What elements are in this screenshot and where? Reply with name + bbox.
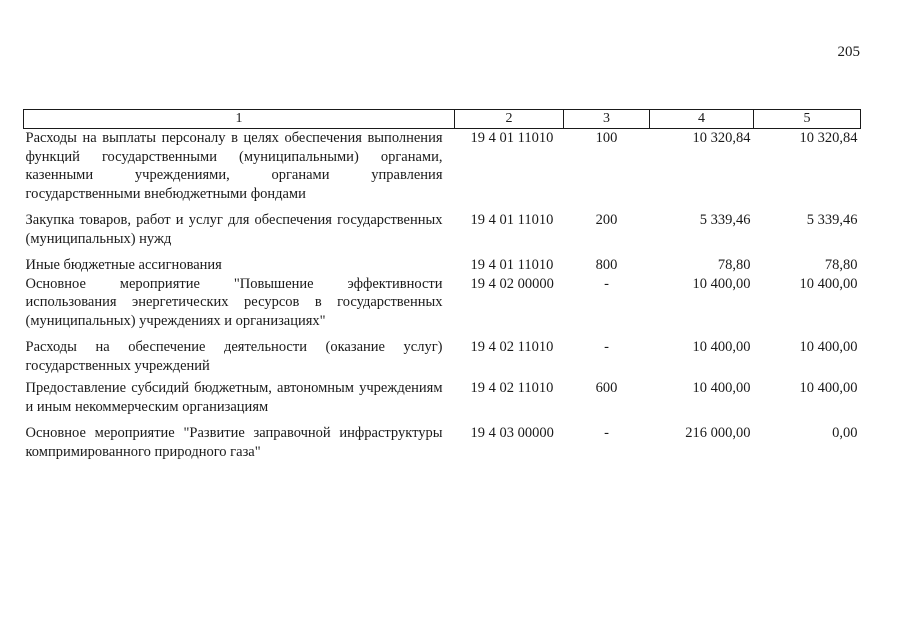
row-name: Основное мероприятие "Развитие заправочной инфраструктуры компримированного природного газа" <box>25 425 443 460</box>
row-sum-1: 78,80 <box>717 257 751 273</box>
row-type: 800 <box>595 257 618 273</box>
row-name: Расходы на обеспечение деятельности (оказание услуг) государственных учреждений <box>25 339 443 374</box>
budget-table <box>23 109 861 461</box>
table-row <box>24 211 861 256</box>
row-sum-2: 10 320,84 <box>799 130 858 146</box>
column-header-name: 1 <box>24 110 455 129</box>
table-row <box>24 256 861 275</box>
row-name: Расходы на выплаты персоналу в целях обеспечения выполнения функций государственными (муниципальными) органами, казенными учреждениями, органами управления государственными внебюджетными фондами <box>25 130 443 202</box>
table-row <box>24 379 861 424</box>
row-type: - <box>604 339 609 355</box>
row-name: Иные бюджетные ассигнования <box>25 257 222 273</box>
row-name: Предоставление субсидий бюджетным, автономным учреждениям и иным некоммерческим организациям <box>25 380 443 415</box>
row-name: Закупка товаров, работ и услуг для обеспечения государственных (муниципальных) нужд <box>25 212 443 247</box>
row-code: 19 4 02 11010 <box>470 339 554 355</box>
column-header-type: 3 <box>564 110 650 129</box>
row-sum-1: 10 400,00 <box>692 380 751 396</box>
table-row <box>24 275 861 339</box>
row-code: 19 4 01 11010 <box>470 130 554 146</box>
row-type: 600 <box>595 380 618 396</box>
row-code: 19 4 02 00000 <box>470 275 554 292</box>
page-number: 205 <box>837 44 860 60</box>
row-sum-2: 0,00 <box>832 425 858 441</box>
row-sum-2: 10 400,00 <box>799 275 858 292</box>
row-name: Основное мероприятие "Повышение эффективности использования энергетических ресурсов в государственных (муниципальных) учреждениях и организациях" <box>25 275 443 329</box>
row-type: - <box>604 425 609 441</box>
table-row <box>24 129 861 212</box>
row-type: 200 <box>595 212 618 228</box>
row-sum-2: 10 400,00 <box>799 380 858 396</box>
row-sum-2: 10 400,00 <box>799 339 858 355</box>
row-type: - <box>604 275 609 292</box>
table-row <box>24 338 861 379</box>
row-sum-2: 78,80 <box>824 257 858 273</box>
table-row <box>24 424 861 461</box>
row-code: 19 4 02 11010 <box>470 380 554 396</box>
column-header-code: 2 <box>455 110 564 129</box>
row-code: 19 4 03 00000 <box>470 425 554 441</box>
row-sum-1: 10 400,00 <box>692 275 751 292</box>
row-sum-1: 10 320,84 <box>692 130 751 146</box>
row-sum-2: 5 339,46 <box>806 212 858 228</box>
row-code: 19 4 01 11010 <box>470 212 554 228</box>
row-sum-1: 216 000,00 <box>685 425 751 441</box>
row-sum-1: 5 339,46 <box>699 212 751 228</box>
column-header-sum-2: 5 <box>754 110 861 129</box>
row-code: 19 4 01 11010 <box>470 257 554 273</box>
row-type: 100 <box>595 130 618 146</box>
row-sum-1: 10 400,00 <box>692 339 751 355</box>
column-header-sum-1: 4 <box>650 110 754 129</box>
table-header-row <box>24 110 861 129</box>
